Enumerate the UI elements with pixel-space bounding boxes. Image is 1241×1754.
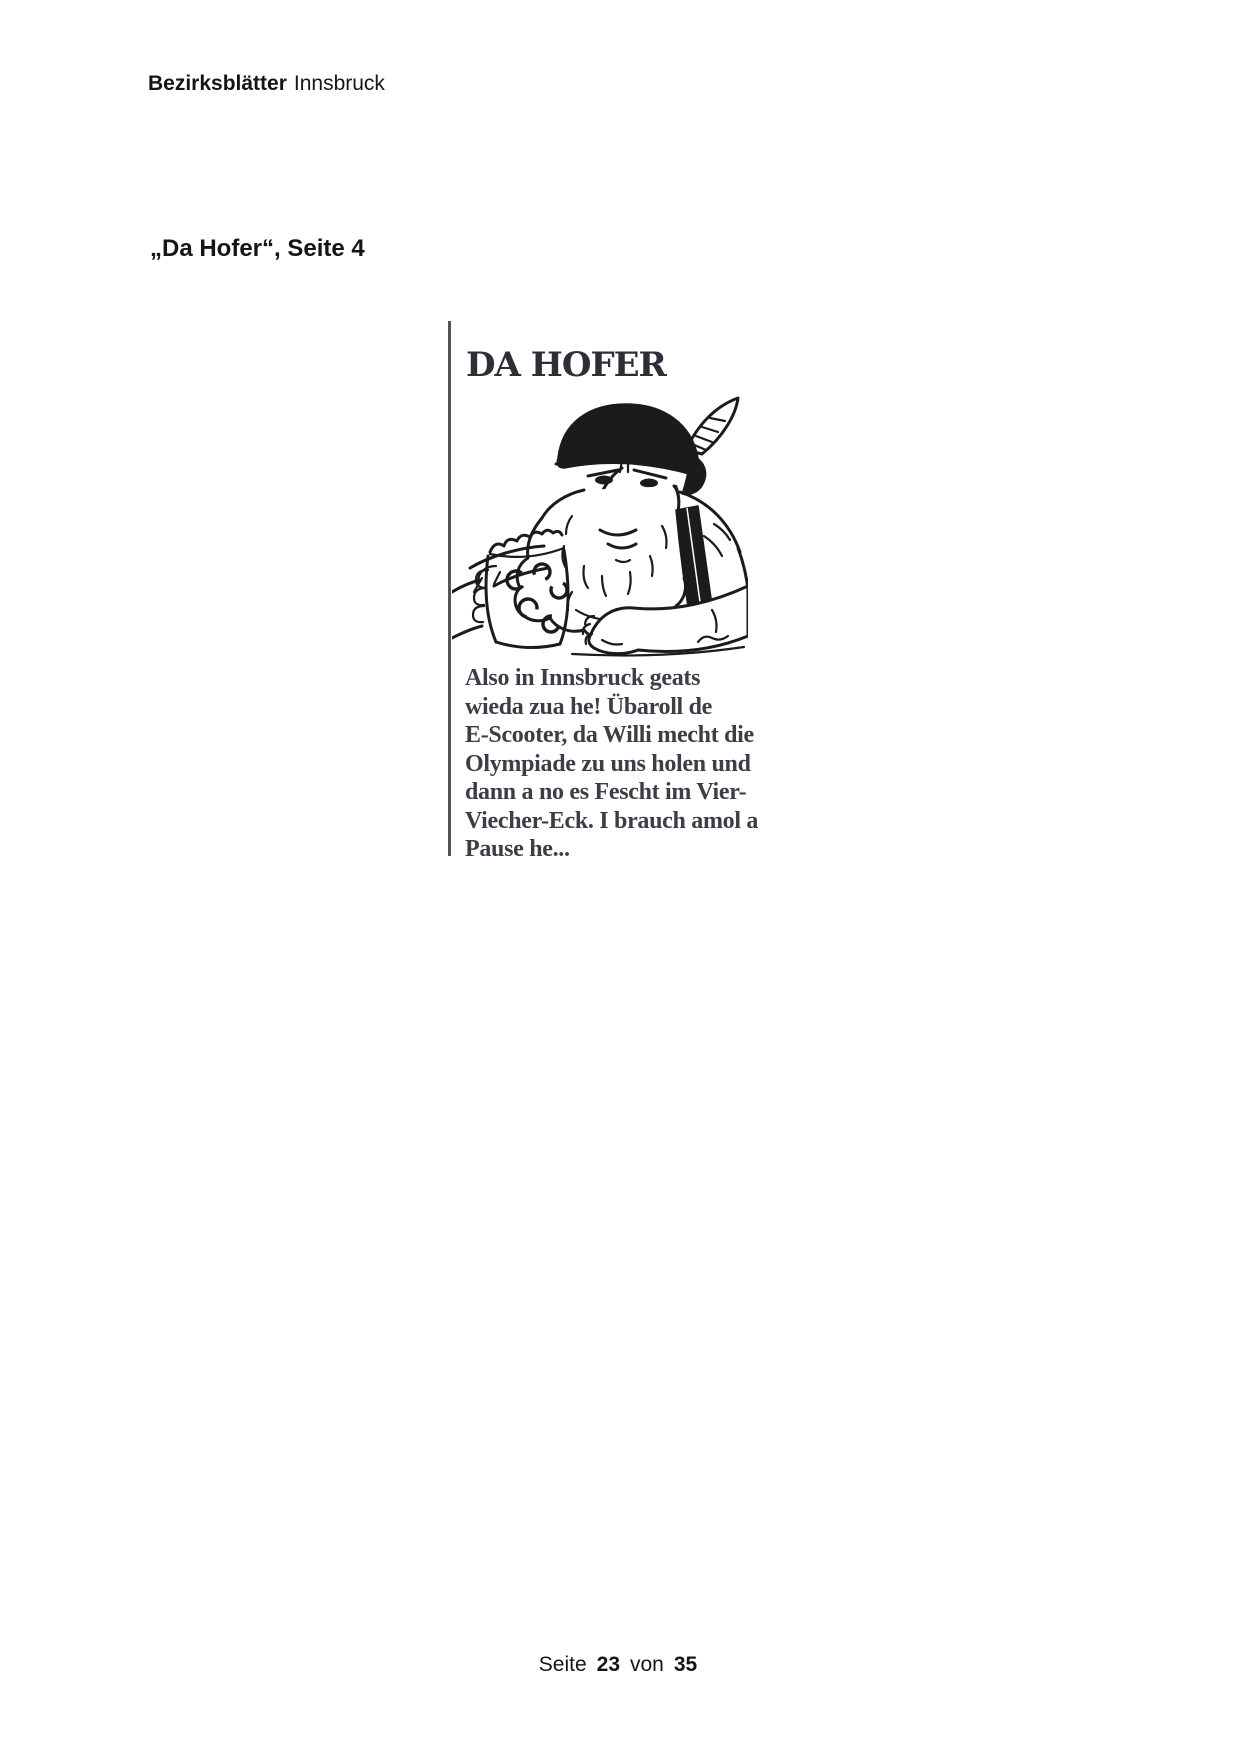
clipping-text-line: Viecher-Eck. I brauch amol a xyxy=(465,807,759,834)
hofer-cartoon-illustration xyxy=(452,396,748,658)
page-number-footer xyxy=(0,1652,1241,1678)
clipping-text-line: Pause he... xyxy=(465,836,570,862)
clipping-body-text xyxy=(465,664,805,864)
footer-word-of: von xyxy=(630,1653,664,1676)
clipping-text-line: dann a no es Fescht im Vier- xyxy=(465,779,747,805)
press-clipping xyxy=(448,321,808,866)
clipping-title: DA HOFER xyxy=(466,345,666,385)
publication-region: Innsbruck xyxy=(293,72,385,95)
article-heading: „Da Hofer“, Seite 4 xyxy=(150,235,365,262)
publication-name: Bezirksblätter xyxy=(148,72,287,95)
footer-word-page: Seite xyxy=(538,1653,587,1676)
clipping-text-line: wieda zua he! Übaroll de xyxy=(465,693,713,720)
hat-icon xyxy=(556,404,706,495)
document-header xyxy=(148,70,385,98)
footer-total-pages: 35 xyxy=(673,1653,698,1676)
hand-gripping-stein xyxy=(452,566,496,638)
clipping-left-rule xyxy=(448,321,451,856)
clipping-text-line: Also in Innsbruck geats xyxy=(465,665,701,691)
footer-current-page: 23 xyxy=(596,1653,620,1676)
clipping-text-line: Olympiade zu uns holen und xyxy=(465,750,751,777)
clipping-text-line: E-Scooter, da Willi mecht die xyxy=(465,722,754,748)
